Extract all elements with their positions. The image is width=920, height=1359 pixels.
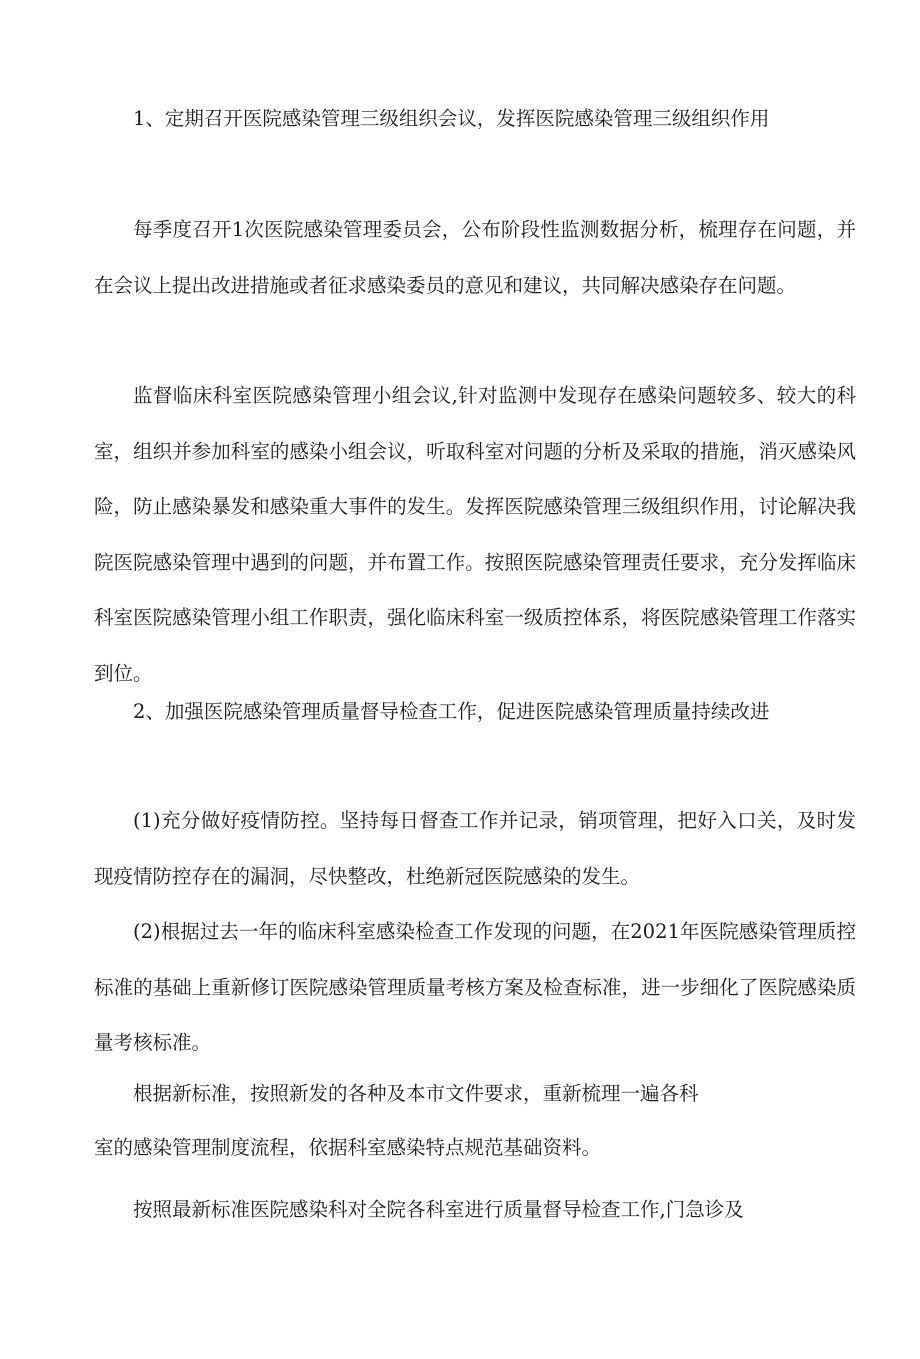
heading-section-2: 2、加强医院感染管理质量督导检查工作，促进医院感染管理质量持续改进 — [133, 700, 770, 723]
paragraph-new-standard: 根据新标准，按照新发的各种及本市文件要求，重新梳理一遍各科 — [133, 1082, 699, 1105]
paragraph-item-1: (1)充分做好疫情防控。坚持每日督查工作并记录，销项管理，把好入口关，及时发现疫情防控存在的漏洞，尽快整改，杜绝新冠医院感染的发生。 — [94, 809, 856, 888]
paragraph-supervise-group-meetings: 监督临床科室医院感染管理小组会议,针对监测中发现存在感染问题较多、较大的科室，组织并参加科室的感染小组会议，听取科室对问题的分析及采取的措施，消灭感染风险，防止感染暴发和感染重大事件的发生。发挥医院感染管理三级组织作用，讨论解决我院医院感染管理中遇到的问题，并布置工作。按照医院感染管理责任要求，充分发挥临床科室医院感染管理小组工作职责，强化临床科室一级质控体系，将医院感染管理工作落实到位。 — [94, 384, 856, 685]
paragraph-supervision-check: 按照最新标准医院感染科对全院各科室进行质量督导检查工作,门急诊及 — [133, 1198, 744, 1221]
paragraph-quarterly-meeting: 每季度召开1次医院感染管理委员会，公布阶段性监测数据分析，梳理存在问题，并在会议上提出改进措施或者征求感染委员的意见和建议，共同解决感染存在问题。 — [94, 218, 856, 297]
paragraph-new-standard-continued: 室的感染管理制度流程，依据科室感染特点规范基础资料。 — [94, 1136, 602, 1159]
paragraph-item-2: (2)根据过去一年的临床科室感染检查工作发现的问题，在2021年医院感染管理质控标准的基础上重新修订医院感染管理质量考核方案及检查标准，进一步细化了医院感染质量考核标准。 — [94, 920, 856, 1054]
heading-section-1: 1、定期召开医院感染管理三级组织会议，发挥医院感染管理三级组织作用 — [133, 107, 770, 130]
